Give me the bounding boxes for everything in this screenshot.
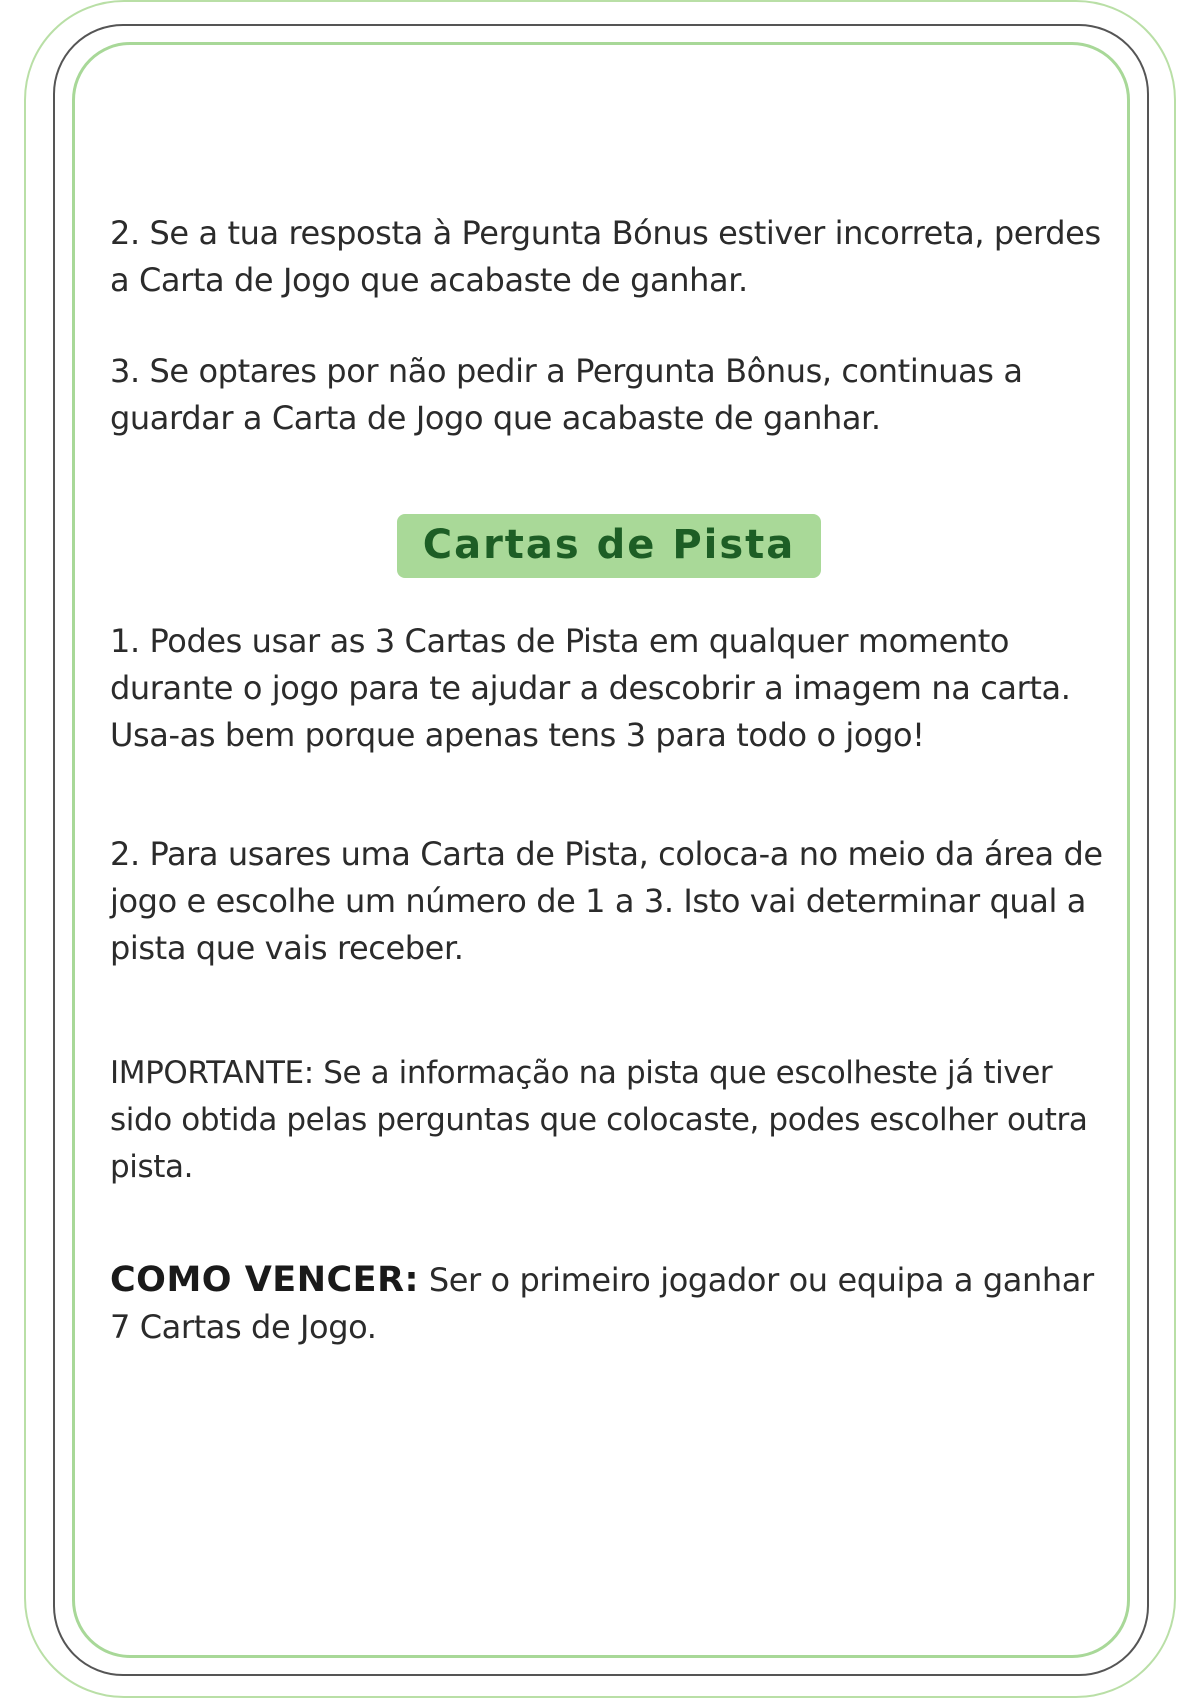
win-label: COMO VENCER:	[110, 1260, 420, 1300]
important-note: IMPORTANTE: Se a informação na pista que escolheste já tiver sido obtida pelas perguntas que colocaste, podes escolher outra pista.	[110, 1055, 1088, 1185]
section-heading-wrapper	[98, 514, 1120, 578]
clue-rule-1: 1. Podes usar as 3 Cartas de Pista em qualquer momento durante o jogo para te ajudar a descobrir a imagem na carta. Usa-as bem porque apenas tens 3 para todo o jogo!	[110, 622, 1071, 754]
clue-cards-heading: Cartas de Pista	[397, 514, 822, 578]
clue-rule-2: 2. Para usares uma Carta de Pista, coloca-a no meio da área de jogo e escolhe um número de 1 a 3. Isto vai determinar qual a pista que vais receber.	[110, 835, 1103, 967]
bonus-skip-rule: 3. Se optares por não pedir a Pergunta Bônus, continuas a guardar a Carta de Jogo que acabaste de ganhar.	[110, 352, 1023, 437]
bonus-incorrect-rule: 2. Se a tua resposta à Pergunta Bónus estiver incorreta, perdes a Carta de Jogo que acabaste de ganhar.	[110, 214, 1101, 299]
win-text: Ser o primeiro jogador ou equipa a ganhar 7 Cartas de Jogo.	[110, 1261, 1094, 1346]
win-condition	[110, 1257, 1120, 1351]
rules-card-content	[110, 210, 1120, 1351]
